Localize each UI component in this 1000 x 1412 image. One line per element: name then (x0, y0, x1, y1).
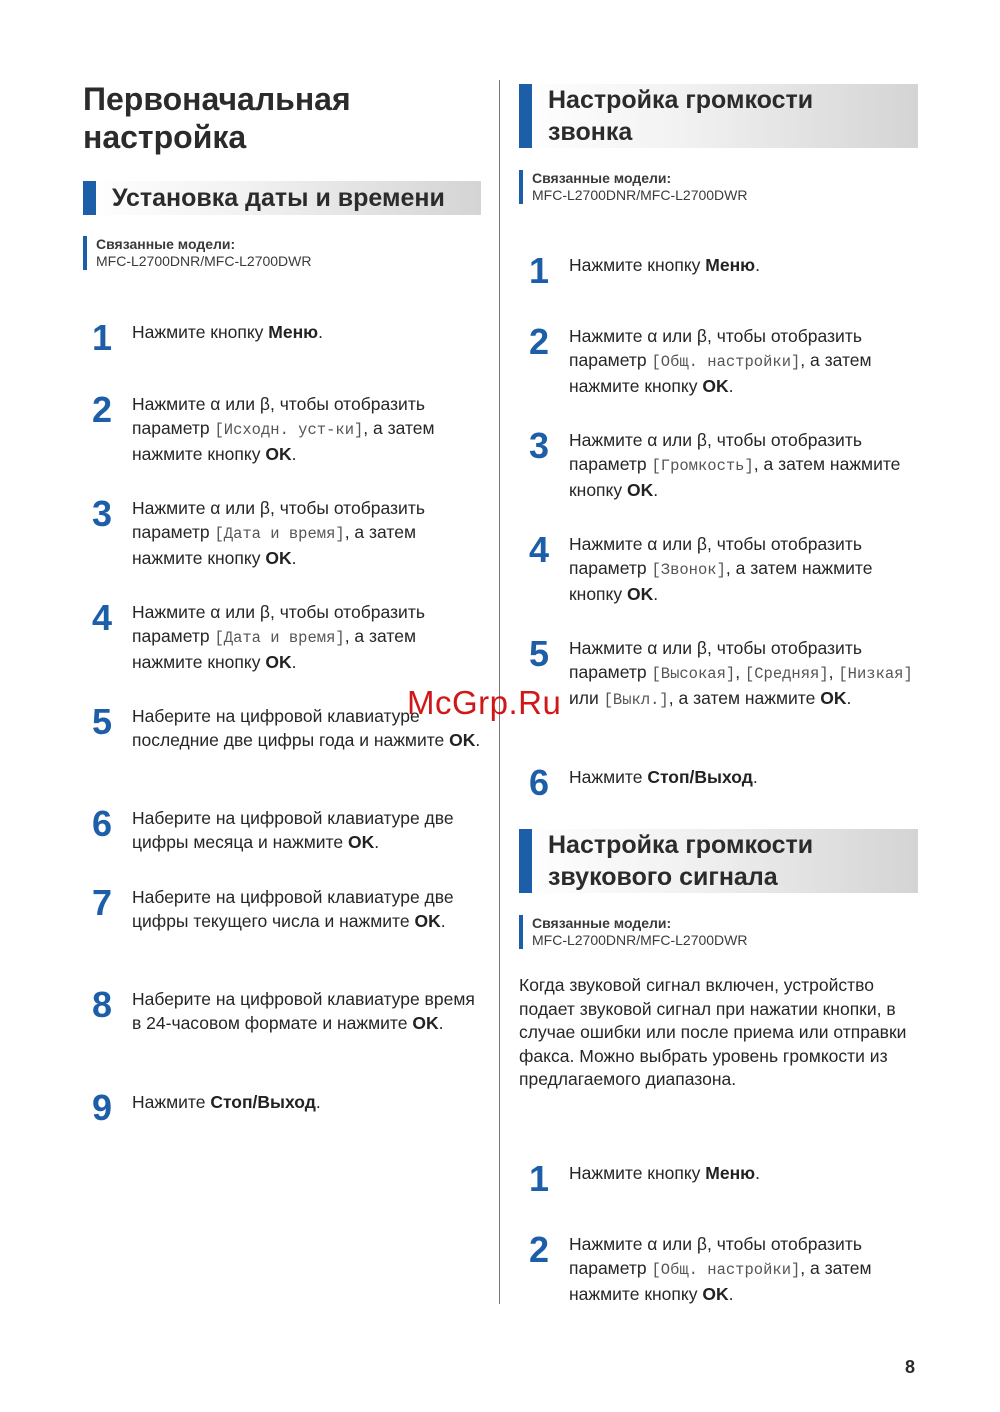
step-text: Нажмите α или β, чтобы отобразить параметр [Исходн. уст-ки], а затем нажмите кнопку OK. (132, 394, 435, 464)
step-text: Нажмите α или β, чтобы отобразить параметр [Дата и время], а затем нажмите кнопку OK. (132, 602, 425, 672)
step-number: 1 (92, 317, 113, 358)
section-title-line-1: Настройка громкости (548, 86, 814, 114)
step-number: 6 (92, 803, 113, 844)
step-number: 6 (529, 762, 550, 803)
step-text: Нажмите Стоп/Выход. (132, 1092, 321, 1112)
related-models-value: MFC-L2700DNR/MFC-L2700DWR (532, 187, 748, 203)
step-text: Нажмите Стоп/Выход. (569, 767, 758, 787)
page-title (83, 80, 351, 156)
section-accent-bar (519, 829, 532, 893)
step-number: 3 (529, 425, 550, 466)
related-models-value: MFC-L2700DNR/MFC-L2700DWR (532, 932, 748, 948)
page-title-line-2: настройка (83, 119, 247, 155)
page-number: 8 (905, 1357, 916, 1377)
section-accent-bar (83, 181, 96, 215)
step-text: Нажмите α или β, чтобы отобразить параметр [Общ. настройки], а затем нажмите кнопку OK. (569, 326, 872, 396)
step-text: Нажмите α или β, чтобы отобразить параметр [Дата и время], а затем нажмите кнопку OK. (132, 498, 425, 568)
section-title-line-2: звонка (548, 118, 633, 146)
section-accent-bar (519, 84, 532, 148)
step-text: Нажмите кнопку Меню. (132, 322, 323, 342)
step-text: Наберите на цифровой клавиатуре последние две цифры года и нажмите OK. (132, 706, 481, 750)
step-text: Нажмите кнопку Меню. (569, 255, 760, 275)
section-title: Установка даты и времени (112, 184, 445, 212)
section-title-line-1: Настройка громкости (548, 831, 814, 859)
step-text: Нажмите кнопку Меню. (569, 1163, 760, 1183)
step-number: 2 (529, 1229, 550, 1270)
step-number: 5 (529, 633, 550, 674)
step-number: 7 (92, 882, 113, 923)
step-text: Нажмите α или β, чтобы отобразить параметр [Звонок], а затем нажмите кнопку OK. (569, 534, 873, 604)
related-models-label: Связанные модели: (532, 170, 672, 186)
related-models (83, 236, 312, 270)
step-number: 4 (529, 529, 550, 570)
step-number: 9 (92, 1087, 113, 1128)
related-models (519, 170, 748, 204)
related-models-label: Связанные модели: (532, 915, 672, 931)
step-number: 8 (92, 984, 113, 1025)
step-text: Наберите на цифровой клавиатуре две цифры текущего числа и нажмите OK. (132, 887, 454, 931)
page-title-line-1: Первоначальная (83, 81, 351, 117)
step-number: 3 (92, 493, 113, 534)
step-number: 1 (529, 1158, 550, 1199)
intro-paragraph: Когда звуковой сигнал включен, устройство подает звуковой сигнал при нажатии кнопки, в случае ошибки или после приема или отправки факса. Можно выбрать уровень громкости из предлагаемого диапазона. (519, 975, 907, 1089)
step-text: Наберите на цифровой клавиатуре две цифры месяца и нажмите OK. (132, 808, 454, 852)
section-header-ring (519, 84, 918, 148)
section-header-beep (519, 829, 918, 893)
step-number: 4 (92, 597, 113, 638)
step-text: Нажмите α или β, чтобы отобразить параметр [Высокая], [Средняя], [Низкая] или [Выкл.], а затем нажмите OK. (569, 638, 913, 709)
section-header-datetime (83, 181, 481, 215)
step-number: 1 (529, 250, 550, 291)
step-number: 2 (529, 321, 550, 362)
watermark-text: McGrp.Ru (407, 684, 562, 721)
step-text: Нажмите α или β, чтобы отобразить параметр [Общ. настройки], а затем нажмите кнопку OK. (569, 1234, 872, 1304)
section-title-line-2: звукового сигнала (548, 863, 778, 891)
step-number: 2 (92, 389, 113, 430)
step-number: 5 (92, 701, 113, 742)
step-text: Нажмите α или β, чтобы отобразить параметр [Громкость], а затем нажмите кнопку OK. (569, 430, 901, 500)
step-text: Наберите на цифровой клавиатуре время в 24-часовом формате и нажмите OK. (132, 989, 475, 1033)
related-models (519, 915, 748, 949)
related-models-value: MFC-L2700DNR/MFC-L2700DWR (96, 253, 312, 269)
related-models-label: Связанные модели: (96, 236, 236, 252)
